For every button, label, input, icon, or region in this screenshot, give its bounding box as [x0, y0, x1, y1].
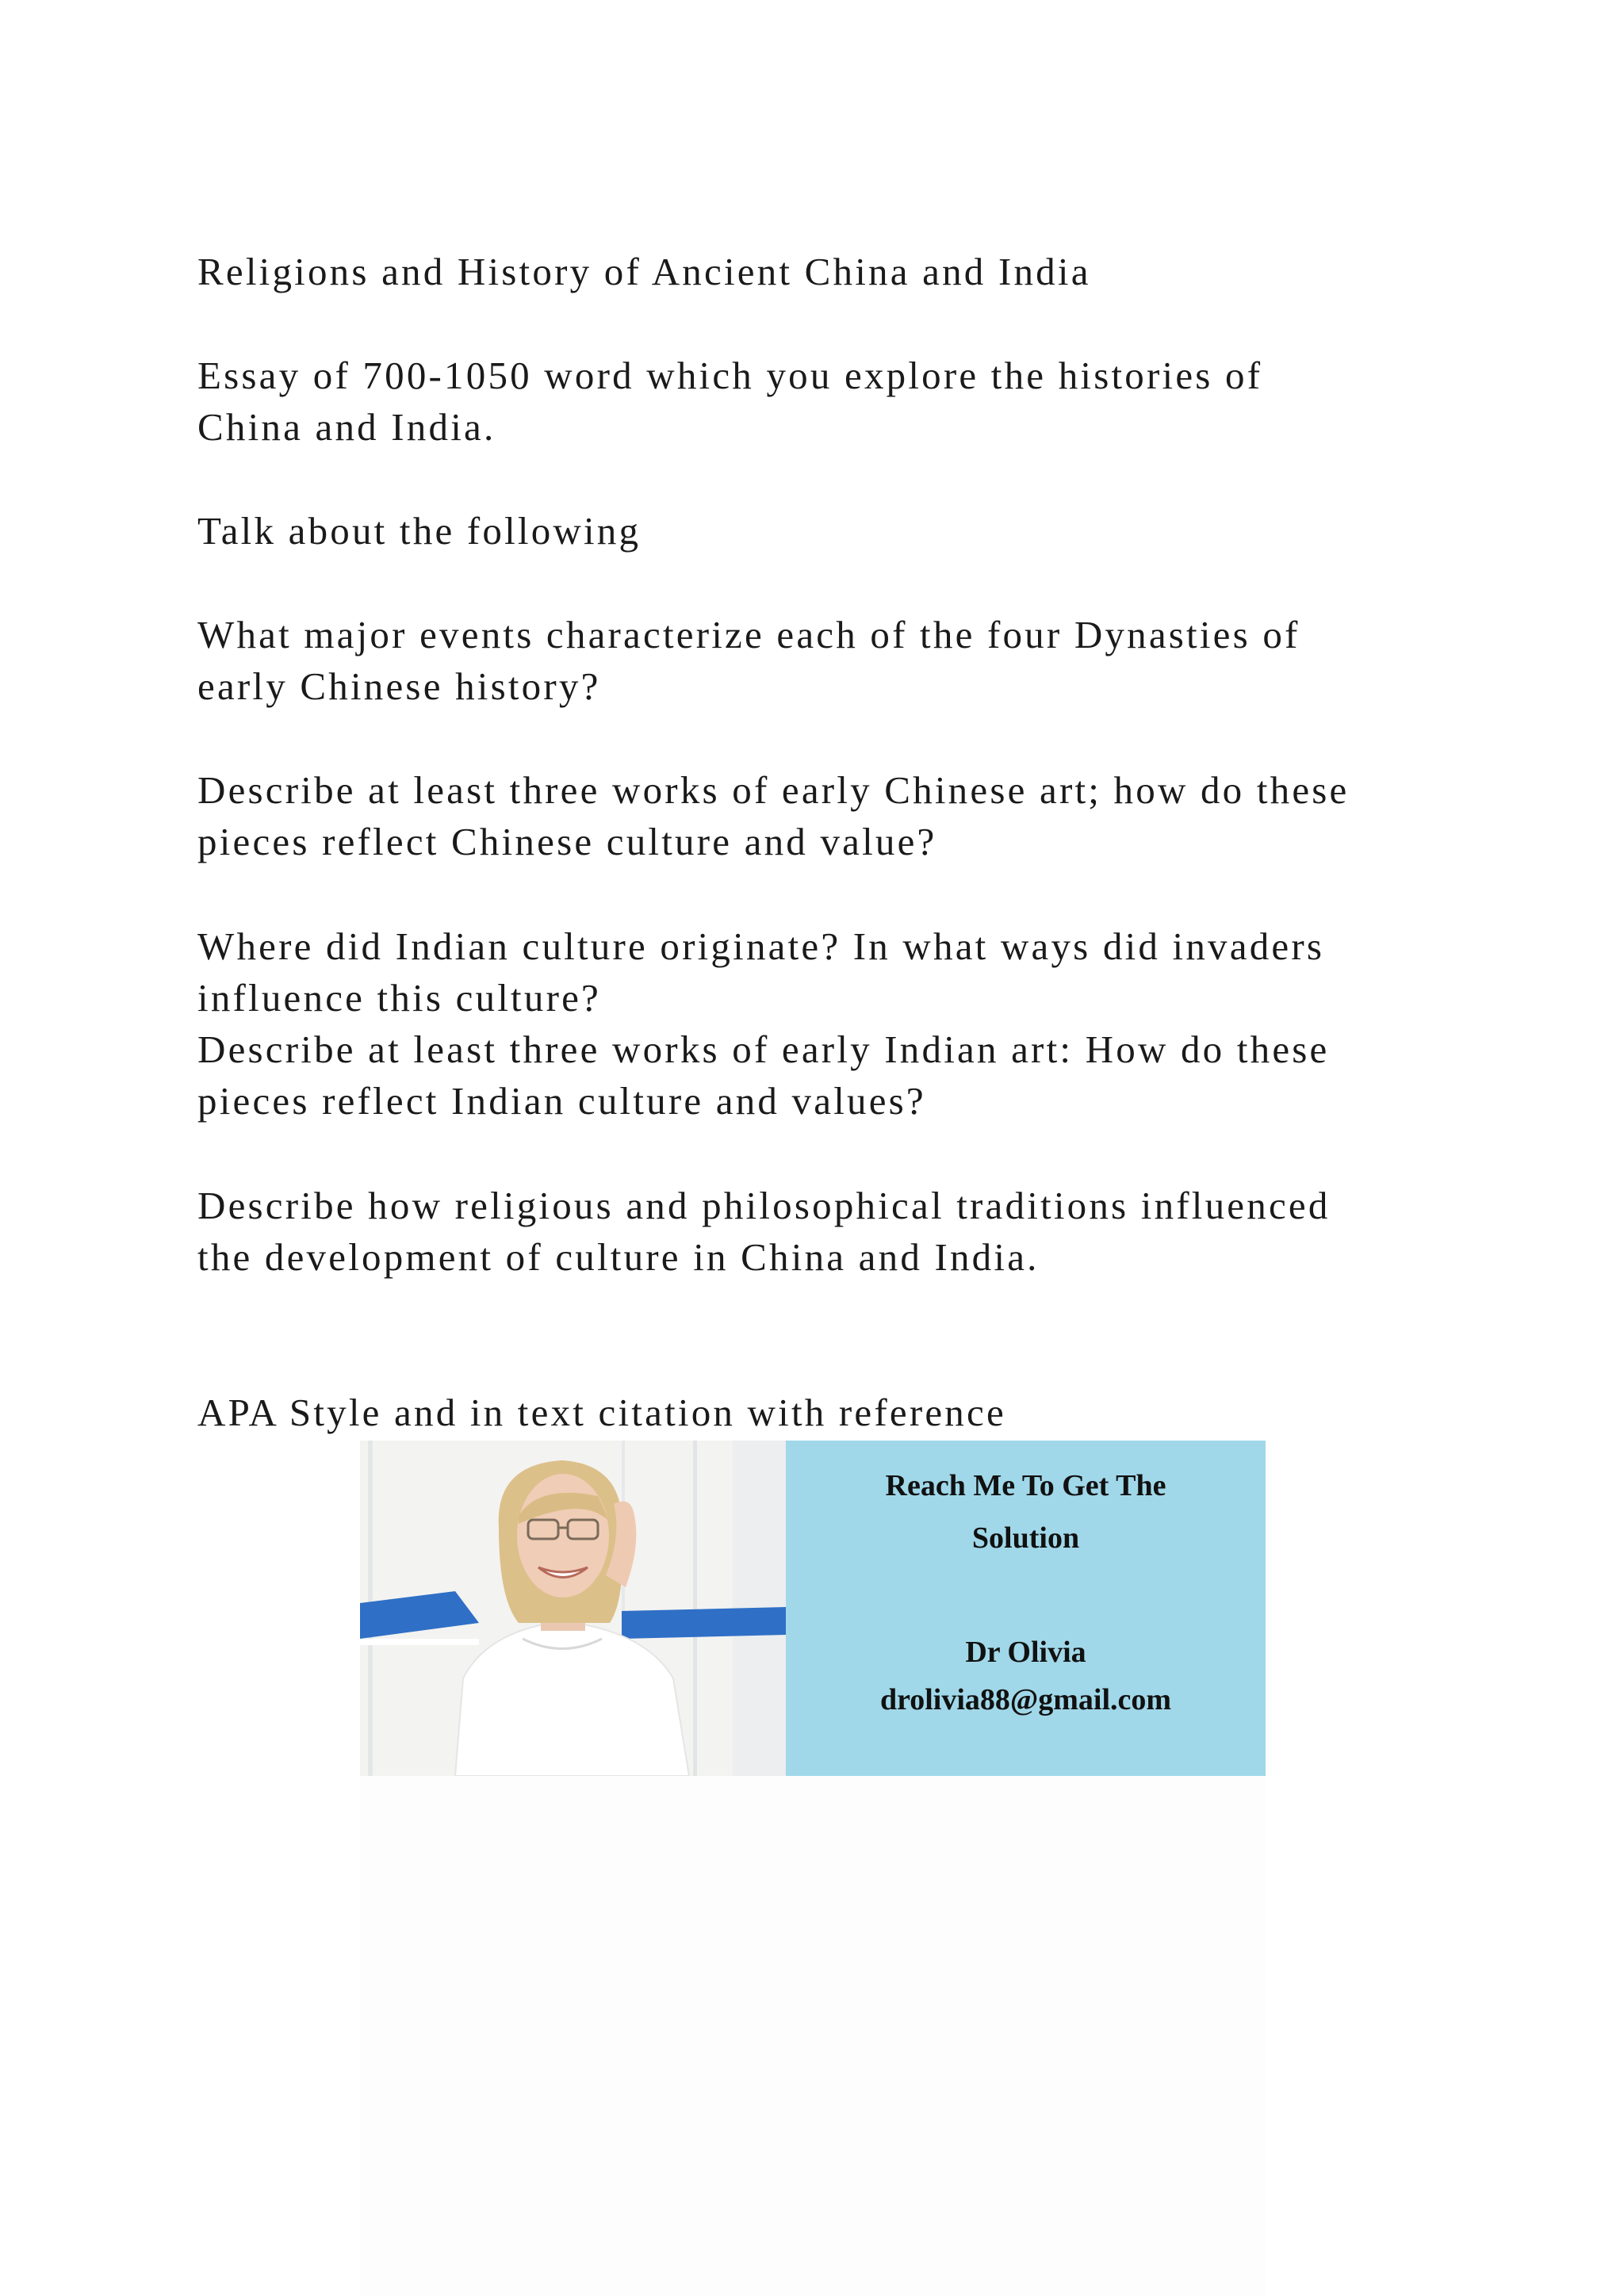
contact-banner — [360, 1441, 1266, 1776]
paragraph-talk-about: Talk about the following — [197, 509, 642, 553]
banner-name: Dr Olivia — [965, 1636, 1086, 1669]
paragraph-apa-style: APA Style and in text citation with reference — [197, 1391, 1006, 1434]
paragraph-dynasties-question: What major events characterize each of the four Dynasties of early Chinese history? — [197, 613, 1300, 708]
blank-image-area — [360, 1776, 1266, 2296]
banner-line-2: Solution — [971, 1521, 1080, 1555]
paragraph-chinese-art-question: Describe at least three works of early Chinese art; how do these pieces reflect Chinese culture and value? — [197, 768, 1350, 863]
paragraph-essay-prompt: Essay of 700-1050 word which you explore the histories of China and India. — [197, 354, 1263, 449]
woman-photo — [360, 1441, 786, 1776]
paragraph-religion-question: Describe how religious and philosophical traditions influenced the development of culture in China and India. — [197, 1184, 1331, 1279]
banner-line-1: Reach Me To Get The — [885, 1469, 1166, 1502]
paragraph-indian-culture-question: Where did Indian culture originate? In what ways did invaders influence this culture? Describe at least three works of early Indian art: How do these pieces reflect Indian culture and values? — [197, 924, 1330, 1123]
document-title: Religions and History of Ancient China and India — [197, 250, 1091, 293]
banner-email: drolivia88@gmail.com — [879, 1683, 1172, 1716]
contact-panel — [786, 1441, 1266, 1776]
